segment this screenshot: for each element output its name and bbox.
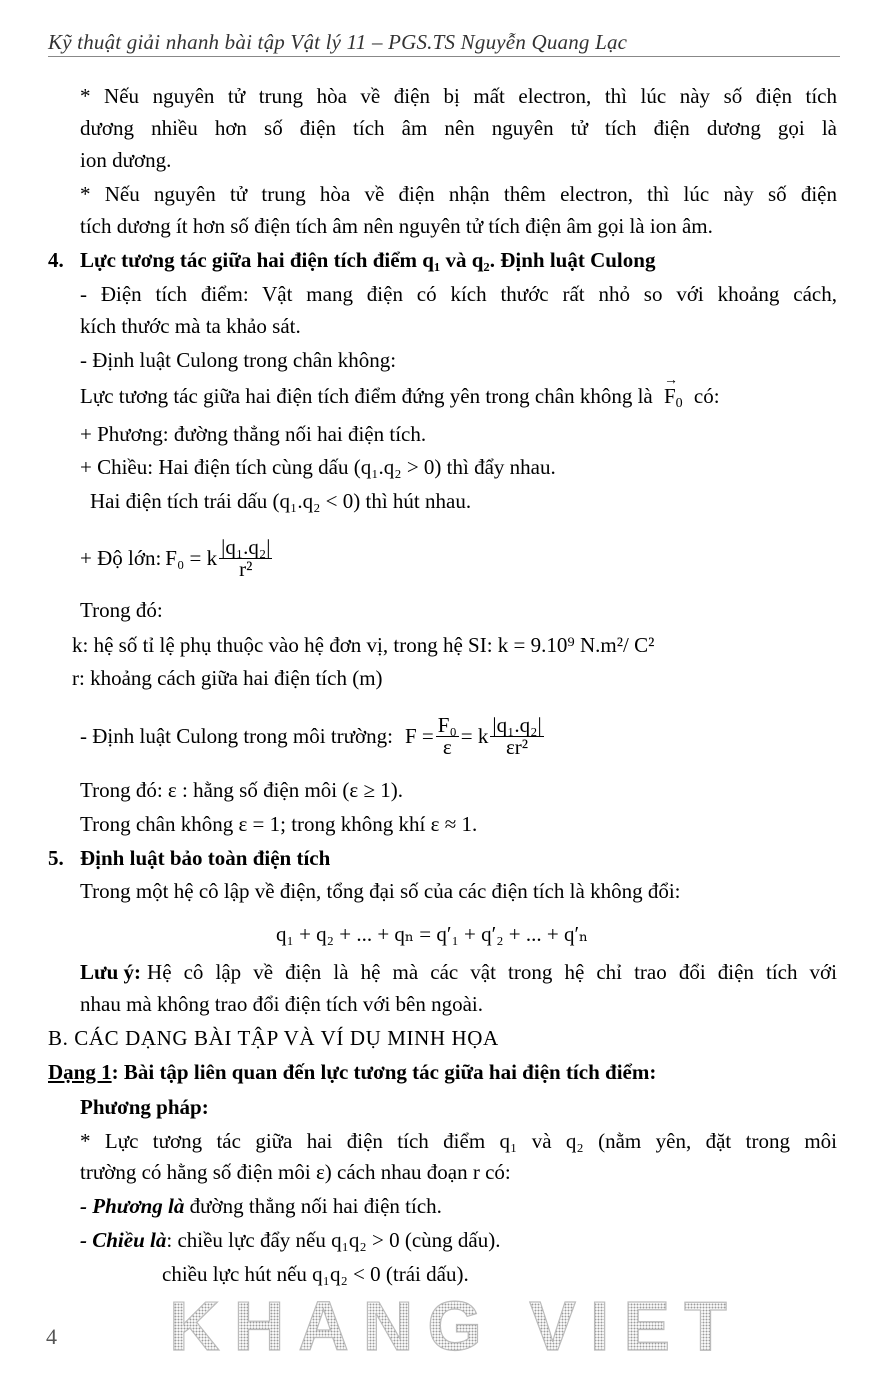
epsilon-description: Trong đó: ε : hằng số điện môi (ε ≥ 1). bbox=[80, 778, 403, 802]
medium-fraction-2-denominator: εr² bbox=[505, 734, 529, 759]
formula-lhs: F₀ = k bbox=[165, 545, 218, 570]
force-intro-text: Lực tương tác giữa hai điện tích điểm đứng yên trong chân không là bbox=[80, 384, 653, 408]
ion-positive-line-2: dương nhiều hơn số điện tích âm nên nguyên tử tích điện dương gọi là bbox=[80, 116, 837, 140]
medium-formula bbox=[80, 704, 544, 768]
law-medium-label: - Định luật Culong trong môi trường: bbox=[80, 723, 393, 748]
khang-viet-watermark bbox=[90, 1294, 820, 1358]
medium-fraction-1-numerator: F₀ bbox=[437, 712, 457, 737]
method-heading: Phương pháp: bbox=[80, 1095, 209, 1119]
section5-number: 5. bbox=[48, 846, 64, 870]
magnitude-formula bbox=[80, 526, 272, 590]
formula-denominator: r² bbox=[239, 556, 253, 581]
note-label: Lưu ý: bbox=[80, 960, 142, 984]
note-line-1 bbox=[80, 962, 837, 983]
sense-line-2: Hai điện tích trái dấu (q₁.q₂ < 0) thì hút nhau. bbox=[90, 489, 472, 513]
conservation-statement: Trong một hệ cô lập về điện, tổng đại số của các điện tích là không đổi: bbox=[80, 879, 681, 903]
watermark-text: KHANG VIET bbox=[169, 1294, 741, 1358]
conservation-equation: q₁ + q₂ + ... + qₙ = q′₁ + q′₂ + ... + q′ₙ bbox=[276, 922, 589, 946]
vector-arrow-icon: → bbox=[663, 373, 678, 388]
medium-fraction-2 bbox=[490, 712, 543, 759]
direction-label: - Phương là bbox=[80, 1194, 185, 1218]
formula-fraction bbox=[219, 534, 272, 581]
where-label: Trong đó: bbox=[80, 598, 163, 622]
epsilon-values: Trong chân không ε = 1; trong không khí ε ≈ 1. bbox=[80, 812, 478, 836]
section4-title: Lực tương tác giữa hai điện tích điểm q₁ và q₂. Định luật Culong bbox=[80, 248, 656, 272]
medium-eq-k: = k bbox=[460, 723, 489, 748]
ion-negative-line-1: * Nếu nguyên tử trung hòa về điện nhận thêm electron, thì lúc này số điện bbox=[80, 182, 837, 206]
type1-title: : Bài tập liên quan đến lực tương tác giữa hai điện tích điểm: bbox=[111, 1060, 657, 1084]
method-text-2: trường có hằng số điện môi ε) cách nhau đoạn r có: bbox=[80, 1160, 511, 1184]
running-header: Kỹ thuật giải nhanh bài tập Vật lý 11 – PGS.TS Nguyễn Quang Lạc bbox=[48, 30, 628, 54]
method-text-1: * Lực tương tác giữa hai điện tích điểm q₁ và q₂ (nằm yên, đặt trong môi bbox=[80, 1129, 837, 1153]
sense-label: - Chiều là bbox=[80, 1228, 167, 1252]
sense-text-2: chiều lực hút nếu q₁q₂ < 0 (trái dấu). bbox=[162, 1262, 469, 1286]
formula-numerator: |q₁.q₂| bbox=[221, 534, 271, 559]
type1-label: Dạng 1 bbox=[48, 1060, 112, 1084]
medium-lhs: F = bbox=[404, 723, 434, 748]
point-charge-line-1: - Điện tích điểm: Vật mang điện có kích thước rất nhỏ so với khoảng cách, bbox=[80, 282, 837, 306]
ion-positive-line-3: ion dương. bbox=[80, 148, 172, 172]
note-line-2: nhau mà không trao đổi điện tích với bên ngoài. bbox=[80, 992, 484, 1016]
ion-negative-line-2: tích dương ít hơn số điện tích âm nên nguyên tử tích điện âm gọi là ion âm. bbox=[80, 214, 713, 238]
k-description: k: hệ số tỉ lệ phụ thuộc vào hệ đơn vị, trong hệ SI: k = 9.10⁹ N.m²/ C² bbox=[72, 633, 655, 657]
section4-number: 4. bbox=[48, 248, 64, 272]
sense-item bbox=[80, 1230, 500, 1251]
ion-positive-line-1: * Nếu nguyên tử trung hòa về điện bị mất electron, thì lúc này số điện tích bbox=[80, 84, 837, 108]
point-charge-line-2: kích thước mà ta khảo sát. bbox=[80, 314, 301, 338]
page-number: 4 bbox=[46, 1324, 57, 1349]
medium-fraction-1-denominator: ε bbox=[442, 734, 452, 759]
header-rule bbox=[48, 56, 840, 57]
medium-fraction-1 bbox=[436, 712, 459, 759]
partB-title: B. CÁC DẠNG BÀI TẬP VÀ VÍ DỤ MINH HỌA bbox=[48, 1026, 499, 1050]
note-text-1: Hệ cô lập về điện là hệ mà các vật trong hệ chỉ trao đổi điện tích với bbox=[147, 960, 837, 984]
force-intro-line bbox=[80, 373, 720, 414]
direction-item bbox=[80, 1196, 442, 1217]
force-vector: → $F_0$ bbox=[664, 384, 683, 408]
section5-title: Định luật bảo toàn điện tích bbox=[80, 846, 331, 870]
sense-text: : chiều lực đẩy nếu q₁q₂ > 0 (cùng dấu). bbox=[166, 1228, 501, 1252]
force-suffix: có: bbox=[693, 384, 720, 408]
direction-line: + Phương: đường thẳng nối hai điện tích. bbox=[80, 422, 427, 446]
medium-fraction-2-numerator: |q₁.q₂| bbox=[492, 712, 542, 737]
magnitude-label: + Độ lớn: bbox=[80, 545, 162, 570]
direction-text: đường thẳng nối hai điện tích. bbox=[189, 1194, 442, 1218]
r-description: r: khoảng cách giữa hai điện tích (m) bbox=[72, 666, 383, 690]
law-vacuum-heading: - Định luật Culong trong chân không: bbox=[80, 348, 397, 372]
sense-line-1: + Chiều: Hai điện tích cùng dấu (q₁.q₂ > 0) thì đẩy nhau. bbox=[80, 455, 556, 479]
type1-heading bbox=[48, 1062, 656, 1083]
